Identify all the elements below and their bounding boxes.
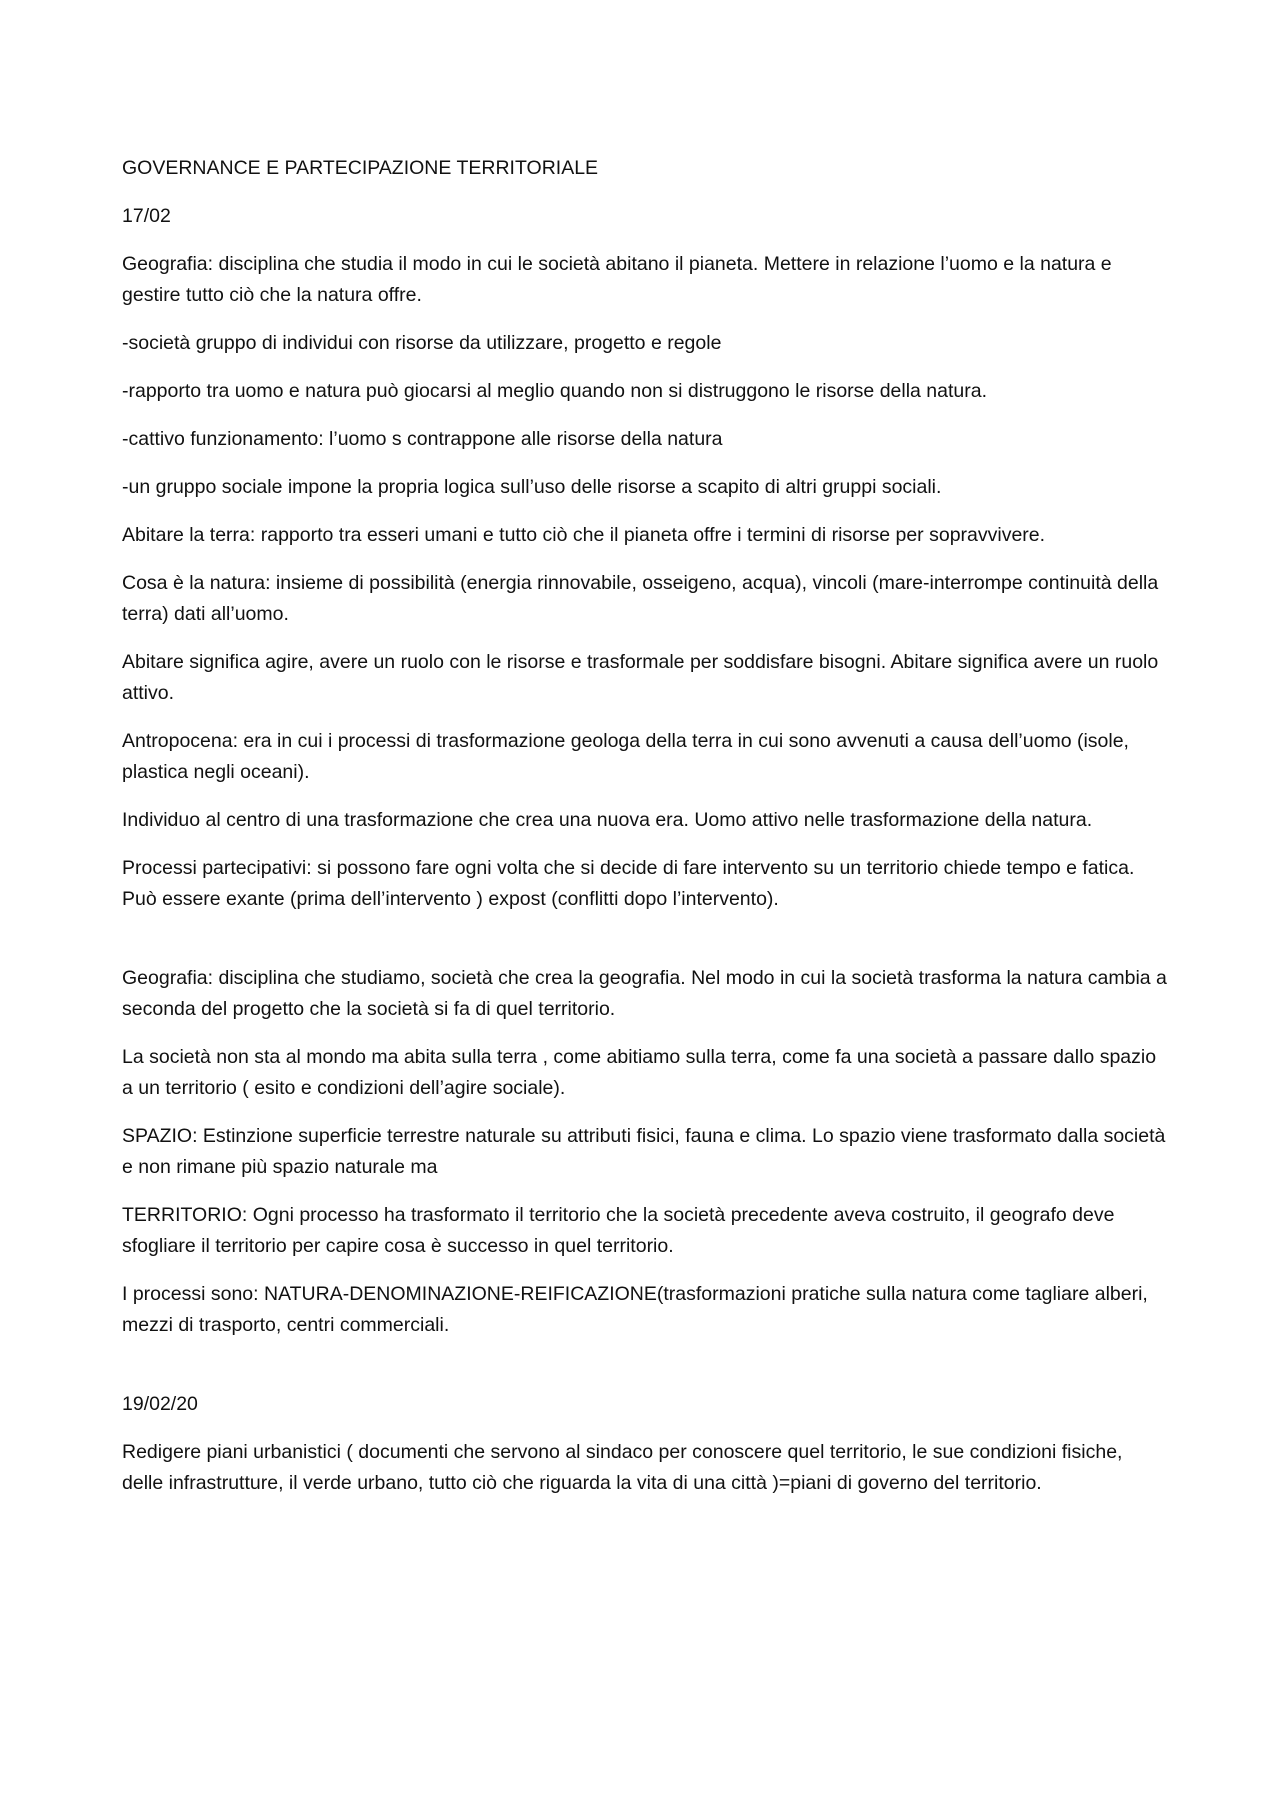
paragraph: Antropocena: era in cui i processi di trasformazione geologa della terra in cui sono avvenuti a causa dell’uomo (isole, plastica negli oceani). (122, 730, 1129, 783)
paragraph: Geografia: disciplina che studiamo, società che crea la geografia. Nel modo in cui la società trasforma la natura cambia a seconda del progetto che la società si fa di quel territorio. (122, 967, 1167, 1020)
paragraph: -rapporto tra uomo e natura può giocarsi al meglio quando non si distruggono le risorse della natura. (122, 380, 988, 402)
paragraph: Abitare la terra: rapporto tra esseri umani e tutto ciò che il pianeta offre i termini di risorse per sopravvivere. (122, 524, 1046, 546)
paragraph: La società non sta al mondo ma abita sulla terra , come abitiamo sulla terra, come fa una società a passare dallo spazio a un territorio ( esito e condizioni dell’agire sociale). (122, 1046, 1157, 1099)
paragraph: Abitare significa agire, avere un ruolo con le risorse e trasformale per soddisfare bisogni. Abitare significa avere un ruolo attivo. (122, 651, 1159, 704)
paragraph: -un gruppo sociale impone la propria logica sull’uso delle risorse a scapito di altri gruppi sociali. (122, 476, 942, 498)
paragraph: Geografia: disciplina che studia il modo in cui le società abitano il pianeta. Mettere in relazione l’uomo e la natura e gestire tutto ciò che la natura offre. (122, 253, 1112, 306)
section-date: 17/02 (122, 205, 171, 227)
paragraph: Processi partecipativi: si possono fare ogni volta che si decide di fare intervento su un territorio chiede tempo e fatica. Può essere exante (prima dell’intervento ) expost (conflitti dopo l’intervento). (122, 857, 1135, 910)
paragraph: Cosa è la natura: insieme di possibilità (energia rinnovabile, osseigeno, acqua), vincoli (mare-interrompe continuità della terra) dati all’uomo. (122, 572, 1159, 625)
document-title: GOVERNANCE E PARTECIPAZIONE TERRITORIALE (122, 157, 599, 179)
document-body (122, 153, 1167, 1516)
paragraph: SPAZIO: Estinzione superficie terrestre naturale su attributi fisici, fauna e clima. Lo spazio viene trasformato dalla società e non rimane più spazio naturale ma (122, 1125, 1166, 1178)
paragraph: I processi sono: NATURA-DENOMINAZIONE-REIFICAZIONE(trasformazioni pratiche sulla natura come tagliare alberi, mezzi di trasporto, centri commerciali. (122, 1283, 1148, 1336)
paragraph: -cattivo funzionamento: l’uomo s contrappone alle risorse della natura (122, 428, 723, 450)
paragraph: Individuo al centro di una trasformazione che crea una nuova era. Uomo attivo nelle trasformazione della natura. (122, 809, 1093, 831)
paragraph: TERRITORIO: Ogni processo ha trasformato il territorio che la società precedente aveva costruito, il geografo deve sfogliare il territorio per capire cosa è successo in quel territorio. (122, 1204, 1115, 1257)
paragraph: Redigere piani urbanistici ( documenti che servono al sindaco per conoscere quel territorio, le sue condizioni fisiche, delle infrastrutture, il verde urbano, tutto ciò che riguarda la vita di una città )=piani di governo del territorio. (122, 1441, 1123, 1494)
section-date: 19/02/20 (122, 1393, 198, 1415)
paragraph: -società gruppo di individui con risorse da utilizzare, progetto e regole (122, 332, 722, 354)
